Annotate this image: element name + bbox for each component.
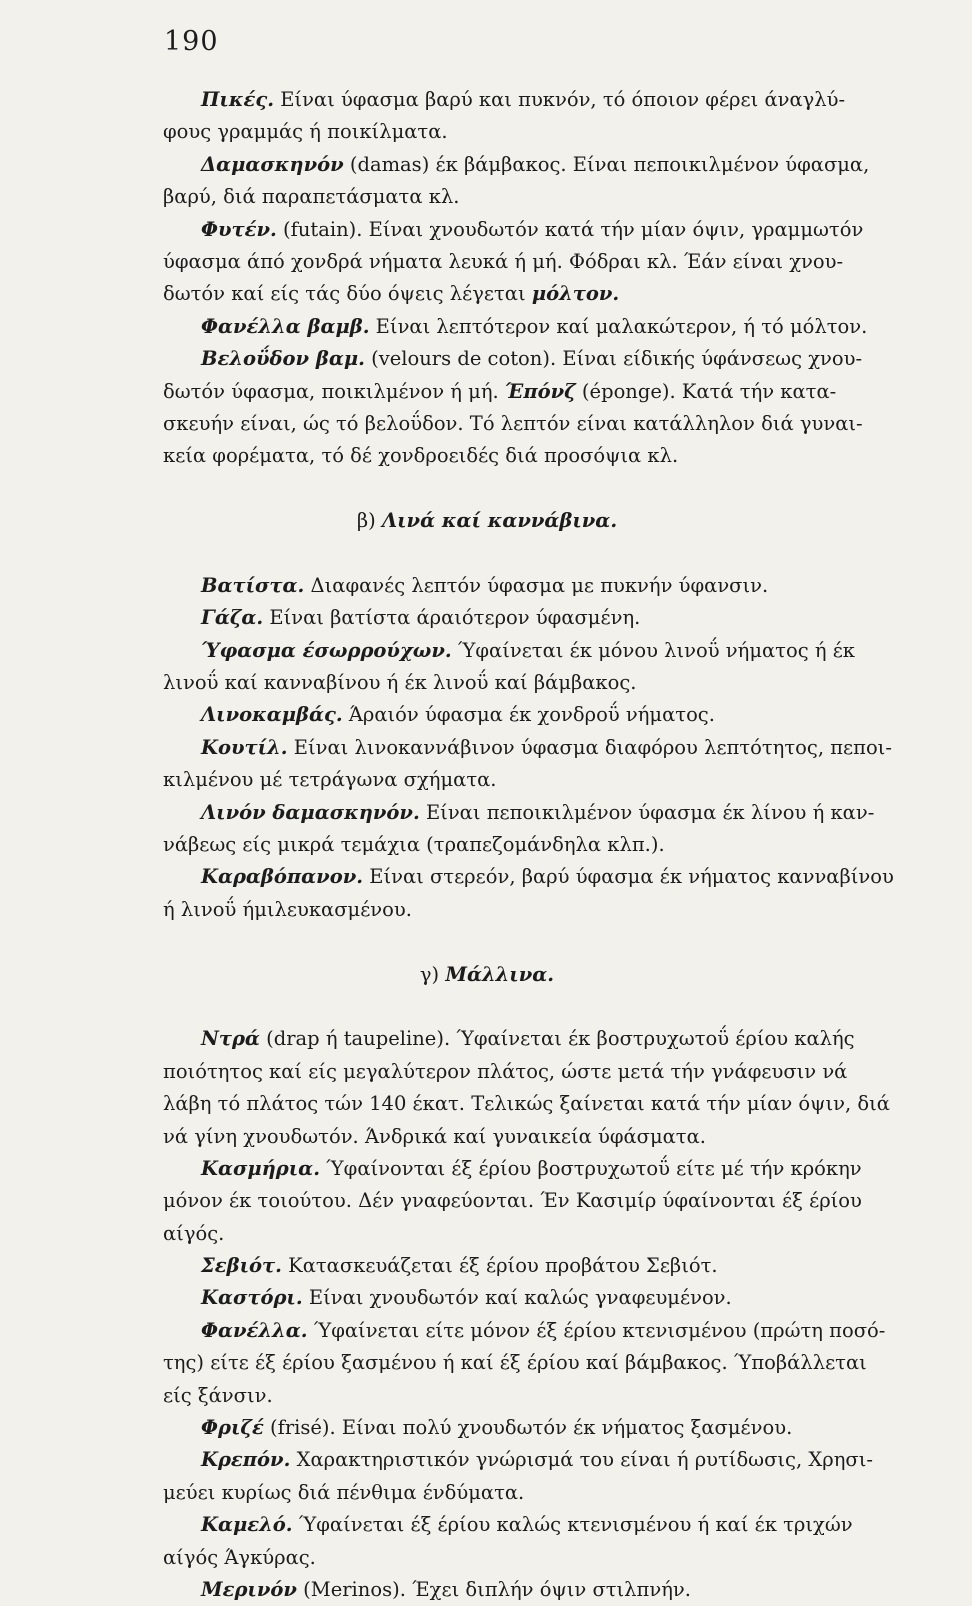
text-line (163, 1542, 811, 1574)
text-run: κεία φορέματα, τό δέ χονδροειδές διά προσόψια κλ. (163, 444, 679, 468)
text-run: είς ξάνσιν. (163, 1383, 273, 1407)
text-run: Ύφαίνεται έκ μόνου λινοΰ νήματος ή έκ (451, 638, 855, 662)
text-run: Είναι λινοκαννάβινον ύφασμα διαφόρου λεπτότητος, πεποι- (287, 735, 892, 759)
text-line (163, 1153, 862, 1185)
text-line (163, 116, 811, 148)
text-line (163, 1412, 811, 1444)
term: Λινοκαμβάς. (201, 703, 343, 727)
text-line (163, 1574, 811, 1606)
text-line (163, 343, 863, 375)
term: Δαμασκηνόν (201, 152, 344, 176)
term: Λινά καί καννάβινα. (381, 509, 618, 533)
term: Καμελό. (201, 1513, 293, 1537)
text-run: λάβη τό πλάτος τών 140 έκατ. Τελικώς ξαίνεται κατά τήν μίαν όψιν, διά (163, 1092, 890, 1116)
text-run: δωτόν ύφασμα, ποικιλμένον ή μή. (163, 379, 505, 403)
text-run: μόνον έκ τοιούτου. Δέν γναφεύονται. Έν Κασιμίρ ύφαίνονται έξ έρίου (163, 1189, 862, 1213)
text-run: Ύφαίνονται έξ έρίου βοστρυχωτοΰ είτε μέ τήν κρόκην (319, 1156, 862, 1180)
text-line (163, 1380, 811, 1412)
text-run: κιλμένου μέ τετράγωνα σχήματα. (163, 768, 497, 792)
text-run: ή λινοΰ ήμιλευκασμένου. (163, 897, 412, 921)
text-run: Είναι λεπτότερον καί μαλακώτερον, ή τό μόλτον. (369, 314, 868, 338)
term: Ύφασμα έσωρρούχων. (201, 638, 452, 662)
text-line (163, 84, 846, 116)
text-line (163, 278, 811, 310)
text-run: δωτόν καί είς τάς δύο όψεις λέγεται (163, 282, 532, 306)
text-run: νάβεως είς μικρά τεμάχια (τραπεζομάνδηλα κλπ.). (163, 832, 665, 856)
text-run: αίγός Άγκύρας. (163, 1545, 316, 1569)
text-run: (damas) έκ βάμβακος. Είναι πεποικιλμένον ύφασμα, (343, 152, 870, 176)
term: Σεβιότ. (201, 1254, 282, 1278)
text-line (163, 1509, 853, 1541)
term: Μερινόν (201, 1577, 297, 1601)
text-line (163, 1056, 848, 1088)
text-line (163, 181, 811, 213)
text-run: σκευήν είναι, ώς τό βελοΰδον. Τό λεπτόν είναι κατάλληλον διά γυναι- (163, 411, 863, 435)
section-heading (163, 959, 811, 991)
section-heading (163, 505, 811, 537)
text-line (163, 764, 811, 796)
text-line (163, 1347, 867, 1379)
text-line (163, 861, 894, 893)
text-line (163, 1218, 811, 1250)
text-run: Διαφανές λεπτόν ύφασμα με πυκνήν ύφανσιν. (304, 573, 769, 597)
text-line (163, 1121, 811, 1153)
text-line (163, 570, 811, 602)
term: Φανέλλα. (201, 1318, 308, 1342)
text-run: ύφασμα άπό χονδρά νήματα λευκά ή μή. Φόδραι κλ. Έάν είναι χνου- (163, 249, 844, 273)
term: Μάλλινα. (445, 962, 555, 986)
text-run: αίγός. (163, 1221, 225, 1245)
text-block (163, 84, 894, 1606)
text-run: (frisé). Είναι πολύ χνουδωτόν έκ νήματος ξασμένου. (263, 1416, 793, 1440)
term: Πικές. (201, 88, 274, 111)
term: Βατίστα. (201, 573, 305, 597)
text-line (163, 1282, 811, 1314)
text-run: Είναι πεποικιλμένον ύφασμα έκ λίνου ή καν- (419, 800, 875, 824)
text-line (163, 829, 811, 861)
term: Φανέλλα βαμβ. (201, 314, 370, 338)
text-line (163, 376, 837, 408)
term: Έπόνζ (504, 379, 576, 403)
text-line (163, 1185, 862, 1217)
blank-line (163, 991, 811, 1023)
text-run: μεύει κυρίως διά πένθιμα ένδύματα. (163, 1480, 525, 1504)
text-line (163, 732, 892, 764)
text-line (163, 797, 875, 829)
text-line (163, 408, 863, 440)
term: Φριζέ (201, 1416, 264, 1440)
text-run: (drap ή taupeline). Ύφαίνεται έκ βοστρυχωτοΰ έρίου καλής (259, 1027, 855, 1051)
term: Βελοΰδον βαμ. (201, 347, 365, 371)
text-run: της) είτε έξ έρίου ξασμένου ή καί έξ έρίου καί βάμβακος. Ύποβάλλεται (163, 1351, 867, 1375)
text-line (163, 894, 811, 926)
text-line (163, 1088, 890, 1120)
text-run: Είναι χνουδωτόν καί καλώς γναφευμένον. (302, 1286, 732, 1310)
text-run: β) (356, 509, 382, 533)
text-run: Είναι στερεόν, βαρύ ύφασμα έκ νήματος κανναβίνου (363, 865, 894, 889)
term: Καστόρι. (201, 1286, 303, 1310)
term: Ντρά (201, 1027, 260, 1051)
text-run: γ) (419, 962, 446, 986)
term: Καραβόπανον. (201, 865, 364, 889)
text-run: ποιότητος καί είς μεγαλύτερον πλάτος, ώστε μετά τήν γνάφευσιν νά (163, 1059, 848, 1083)
text-line (163, 1023, 855, 1055)
text-line (163, 311, 868, 343)
text-run: Είναι ύφασμα βαρύ και πυκνόν, τό όποιον φέρει άναγλύ- (274, 88, 846, 111)
text-run: βαρύ, διά παραπετάσματα κλ. (163, 185, 460, 209)
text-run: Κατασκευάζεται έξ έρίου προβάτου Σεβιότ. (281, 1254, 718, 1278)
term: μόλτον. (531, 282, 620, 306)
text-run: (futain). Είναι χνουδωτόν κατά τήν μίαν όψιν, γραμμωτόν (276, 217, 864, 241)
text-run: Είναι βατίστα άραιότερον ύφασμένη. (263, 606, 641, 630)
text-run: φους γραμμάς ή ποικίλματα. (163, 120, 448, 144)
text-line (163, 667, 811, 699)
text-run: (velours de coton). Είναι είδικής ύφάνσεως χνου- (364, 347, 863, 371)
text-run: (éponge). Κατά τήν κατα- (575, 379, 837, 403)
text-run: Άραιόν ύφασμα έκ χονδροΰ νήματος. (342, 703, 715, 727)
text-run: Ύφαίνεται είτε μόνον έξ έρίου κτενισμένου (πρώτη ποσό- (307, 1318, 886, 1342)
term: Λινόν δαμασκηνόν. (201, 800, 420, 824)
term: Κασμήρια. (201, 1156, 320, 1180)
text-run: νά γίνη χνουδωτόν. Άνδρικά καί γυναικεία ύφάσματα. (163, 1124, 706, 1148)
text-line (163, 602, 811, 634)
text-run: Χαρακτηριστικόν γνώρισμά του είναι ή ρυτίδωσις, Χρησι- (290, 1448, 873, 1472)
text-line (163, 214, 864, 246)
term: Κρεπόν. (201, 1448, 291, 1472)
term: Γάζα. (201, 606, 264, 630)
text-run: λινοΰ καί κανναβίνου ή έκ λινοΰ καί βάμβακος. (163, 671, 637, 695)
text-line (163, 1315, 886, 1347)
text-line (163, 1250, 811, 1282)
page-number: 190 (164, 26, 219, 57)
text-run: Ύφαίνεται έξ έρίου καλώς κτενισμένου ή καί έκ τριχών (292, 1513, 853, 1537)
term: Φυτέν. (201, 217, 277, 241)
text-line (163, 440, 811, 472)
text-run: (Merinos). Έχει διπλήν όψιν στιλπνήν. (296, 1577, 691, 1601)
text-line (163, 246, 844, 278)
blank-line (163, 537, 811, 569)
term: Κουτίλ. (201, 735, 288, 759)
text-line (163, 699, 811, 731)
text-line (163, 635, 855, 667)
text-line (163, 1477, 811, 1509)
blank-line (163, 926, 811, 958)
text-line (163, 1444, 873, 1476)
text-line (163, 149, 870, 181)
blank-line (163, 473, 811, 505)
